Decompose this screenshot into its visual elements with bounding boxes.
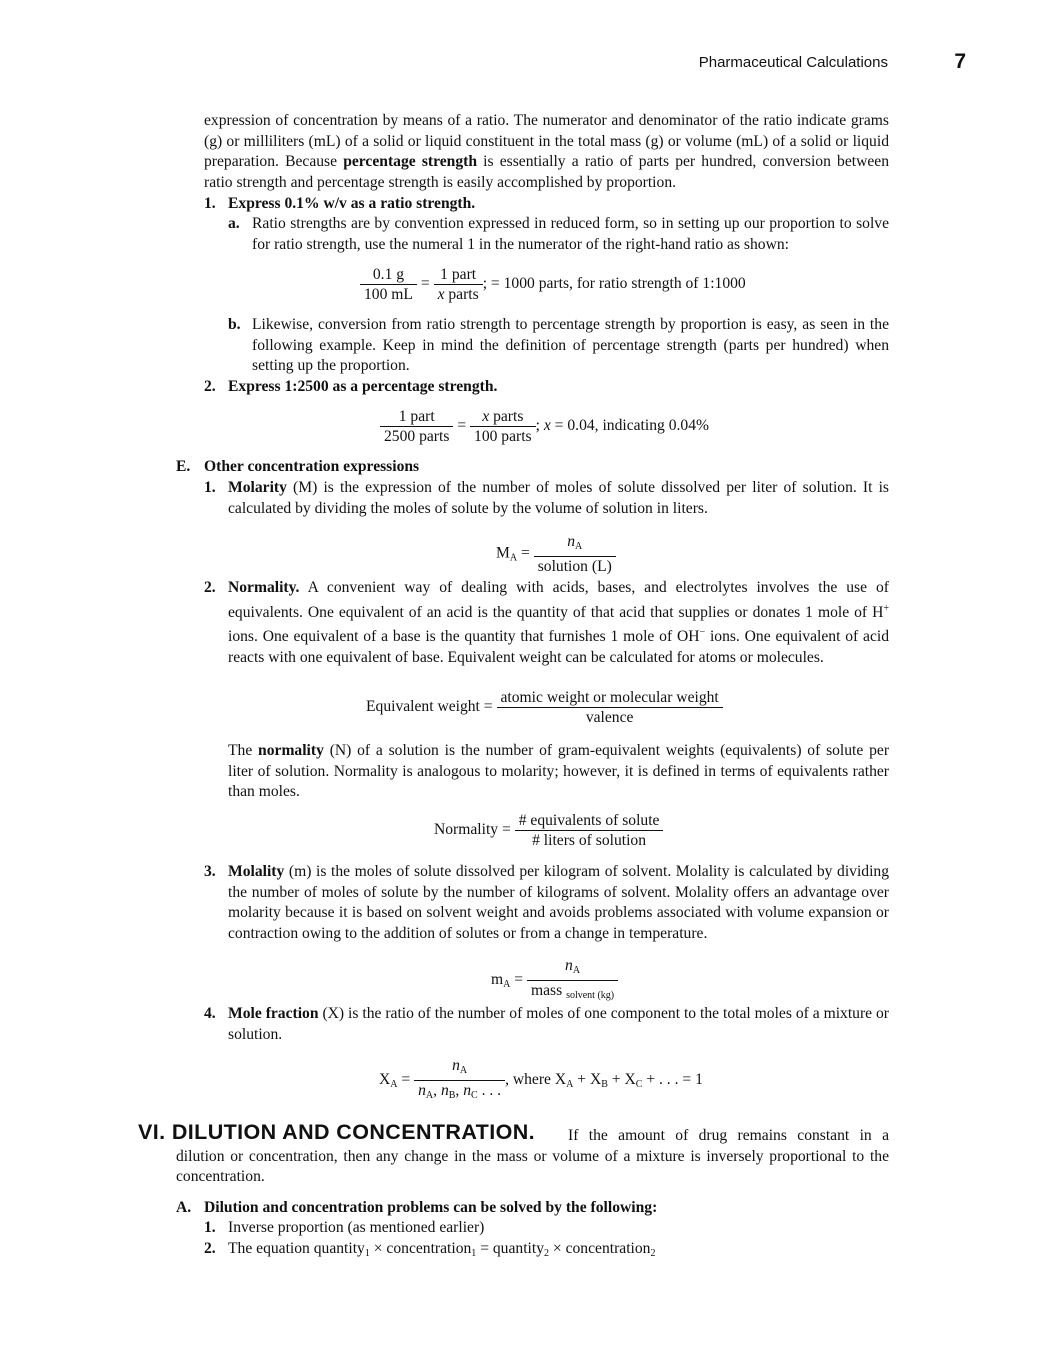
- item1b-text: Likewise, conversion from ratio strength to percentage strength by proportion is easy, as seen in the following example. Keep in mind the definition of percentage strength (parts per hundred) when setting up the proportion.: [252, 316, 889, 375]
- normality-pre: The: [228, 742, 253, 759]
- intro-end: is essentially a ratio of parts per hundred, conversion between ratio strength and percentage strength is easily accomplished by proportion.: [204, 153, 890, 191]
- equation-equivalent-weight: [366, 688, 723, 727]
- eq7-tail: , where X: [505, 1071, 567, 1089]
- section-vi-heading: VI. DILUTION AND CONCENTRATION.: [138, 1120, 535, 1144]
- eq3-fraction: [534, 532, 616, 576]
- equation-molarity: [496, 532, 616, 576]
- eq7-num-sub: A: [459, 1065, 468, 1076]
- eq7-den-a-sub: A: [425, 1090, 434, 1101]
- eq4-fraction: [497, 688, 723, 727]
- item2-number: 2.: [204, 378, 216, 395]
- e4-number: 4.: [204, 1005, 216, 1022]
- eq7-den-b-sub: B: [448, 1090, 456, 1101]
- eq2-num-left: 1 part: [398, 408, 435, 425]
- eq2-num-right: [470, 407, 536, 426]
- e3-text: (m) is the moles of solute dissolved per kilogram of solvent. Molality is calculated by dividing the number of moles of solute by the number of kilograms of solvent. Molality offers an advantage over molarity because it is based on solvent weight and avoids problems associated with volume expansion or contraction owing to the addition of solutes or from a change in temperature.: [228, 863, 889, 942]
- eq3-num-var: n: [567, 533, 576, 550]
- eq7-t-c: C: [635, 1079, 643, 1091]
- intro-text: expression of concentration by means of a ratio. The numerator and denominator of the ratio indicate grams (g) or milliliters (mL) of a solid or liquid constituent in the total mass (g) or volume (mL) of a solid or liquid preparation. Because: [204, 112, 889, 171]
- eq1-num-left: 0.1 g: [372, 266, 405, 283]
- intro-bold: percentage strength: [343, 153, 477, 171]
- eq1-den-var: x: [437, 286, 445, 303]
- e2-text3: ions. One equivalent of acid reacts with one equivalent of base. Equivalent weight can be calculated for atoms or molecules.: [228, 628, 889, 666]
- eq6-lhs-sub: A: [503, 979, 511, 991]
- a1-text: Inverse proportion (as mentioned earlier): [228, 1219, 485, 1236]
- e1-term: Molarity: [228, 479, 287, 496]
- equation-ratio-strength: [360, 265, 746, 304]
- section-a-label: A.: [176, 1199, 192, 1216]
- e1-text: (M) is the expression of the number of moles of solute dissolved per liter of solution. It is calculated by dividing the moles of solute by the volume of solution in liters.: [228, 479, 889, 517]
- eq6-den-sub: solvent (kg): [566, 990, 615, 1001]
- eq7-den-c: n: [463, 1082, 471, 1099]
- eq1-den-rest: parts: [444, 286, 479, 303]
- eq7-num-var: n: [452, 1057, 460, 1074]
- a2-mid1: × concentration: [369, 1240, 472, 1257]
- e4-text: (X) is the ratio of the number of moles of one component to the total moles of a mixture or solution.: [228, 1005, 890, 1043]
- eq3-lhs-sub: A: [509, 552, 518, 564]
- e2-text: A convenient way of dealing with acids, bases, and electrolytes involves the use of equivalents. One equivalent of an acid is the quantity of that acid that supplies or donates 1 mole of H: [228, 579, 889, 621]
- item1b-label: b.: [228, 316, 241, 333]
- eq2-fraction-left: [380, 407, 453, 446]
- eq2-fraction-right: [470, 407, 536, 446]
- eq3-equals: =: [521, 544, 530, 562]
- a2-mid3: × concentration: [549, 1240, 651, 1257]
- e1-number: 1.: [204, 479, 216, 496]
- eq1-den-left: 100 mL: [360, 284, 417, 304]
- section-e-label: E.: [176, 458, 191, 475]
- eq7-lhs-sub: A: [390, 1079, 398, 1091]
- eq7-fraction: [414, 1056, 505, 1105]
- eq3-lhs: M: [496, 544, 510, 562]
- eq7-t-a: A: [566, 1079, 574, 1091]
- a2-sub1: 1: [364, 1248, 370, 1259]
- a2-mid2: = quantity: [476, 1240, 544, 1257]
- eq7-t-plus1: + X: [573, 1071, 602, 1089]
- e2-paragraph: [228, 578, 889, 668]
- eq4-den: valence: [497, 707, 723, 727]
- item1-number: 1.: [204, 195, 216, 212]
- a2-text: [228, 1239, 655, 1265]
- eq3-num-sub: A: [575, 541, 583, 552]
- normality-text: (N) of a solution is the number of gram-equivalent weights (equivalents) of solute per liter of solution. Normality is analogous to molarity; however, it is defined in terms of equivalents rather than moles.: [228, 742, 890, 801]
- e2-sup-minus: −: [699, 627, 706, 639]
- item1a-label: a.: [228, 215, 240, 232]
- a1-number: 1.: [204, 1219, 216, 1236]
- eq6-num-sub: A: [572, 965, 581, 976]
- eq2-num-rest: parts: [489, 408, 524, 425]
- eq1-fraction-right: [434, 265, 483, 304]
- eq2-den-left: 2500 parts: [380, 426, 453, 446]
- e2-term: Normality.: [228, 579, 300, 596]
- a2-sub3: 2: [544, 1248, 549, 1259]
- eq2-tail: = 0.04, indicating 0.04%: [550, 417, 709, 435]
- normality-paragraph: [228, 741, 889, 803]
- e2-number: 2.: [204, 579, 216, 596]
- eq1-fraction-left: [360, 265, 417, 304]
- eq1-num-right: 1 part: [440, 266, 477, 283]
- eq7-den-b: n: [440, 1082, 449, 1099]
- equation-normality: [434, 811, 663, 850]
- e2-text2: ions. One equivalent of a base is the quantity that furnishes 1 mole of OH: [228, 628, 700, 646]
- eq2-den-right: 100 parts: [470, 426, 536, 446]
- e3-term: Molality: [228, 863, 285, 880]
- eq5-lhs: Normality =: [434, 821, 511, 839]
- a2-pre: The equation quantity: [228, 1240, 365, 1257]
- e4-term: Mole fraction: [228, 1005, 319, 1022]
- a2-sub4: 2: [650, 1248, 656, 1259]
- section-e-title: Other concentration expressions: [204, 458, 420, 475]
- eq2-equals: =: [457, 417, 467, 435]
- normality-term: normality: [258, 742, 324, 759]
- eq1-tail: ; = 1000 parts, for ratio strength of 1:1000: [482, 275, 746, 293]
- eq6-fraction: [527, 956, 618, 1005]
- eq7-t-end: + . . . = 1: [642, 1071, 703, 1089]
- eq1-den-right: [434, 284, 483, 304]
- eq7-den: $n_A$, $n_B$, $n_C$ . . .: [414, 1080, 505, 1105]
- eq7-den-a: n: [418, 1082, 426, 1099]
- eq7-equals: =: [401, 1071, 411, 1089]
- equation-mole-fraction: [379, 1056, 703, 1105]
- running-header-title: Pharmaceutical Calculations: [698, 54, 888, 71]
- eq2-tail-var: x: [543, 417, 551, 435]
- intro-paragraph: [204, 111, 889, 193]
- page-number: 7: [954, 50, 966, 73]
- eq7-num: [414, 1056, 505, 1080]
- eq6-den-main: mass: [530, 982, 563, 999]
- eq1-equals: =: [420, 275, 430, 293]
- e3-number: 3.: [204, 863, 216, 880]
- eq6-den: [527, 980, 618, 1005]
- equation-percentage-strength: $\frac{\text{1 part}}{\text{2500 parts}}$ = $\frac{\text{x parts}}{\text{100 parts}}$ ; x = 0.04, indicating 0.04%: [380, 407, 709, 446]
- eq7-t-plus2: + X: [607, 1071, 636, 1089]
- eq5-fraction: [515, 811, 664, 850]
- eq6-num: [527, 956, 618, 980]
- eq6-equals: =: [514, 971, 524, 989]
- e3-paragraph: [228, 862, 889, 944]
- eq3-den: solution (L): [534, 556, 616, 576]
- eq4-num: atomic weight or molecular weight: [500, 689, 719, 706]
- eq6-num-var: n: [565, 957, 573, 974]
- item1-heading: Express 0.1% w/v as a ratio strength.: [228, 195, 476, 212]
- eq3-num: [534, 532, 616, 556]
- section-vi-text: If the amount of drug remains constant in a dilution or concentration, then any change in the mass or volume of a mixture is inversely proportional to the concentration.: [176, 1127, 889, 1186]
- equation-molality: [491, 956, 618, 1005]
- a2-number: 2.: [204, 1240, 216, 1257]
- eq7-den-c-sub: C: [471, 1090, 478, 1101]
- eq4-lhs: Equivalent weight =: [366, 698, 493, 716]
- a2-sub2: 1: [471, 1248, 477, 1259]
- e2-sup-plus: +: [883, 602, 889, 614]
- eq7-den-tail: . . .: [477, 1082, 502, 1099]
- eq7-lhs: X: [379, 1071, 391, 1089]
- e4-paragraph: [228, 1004, 889, 1045]
- section-a-title: Dilution and concentration problems can be solved by the following:: [204, 1199, 658, 1216]
- eq2-num-var: x: [482, 408, 490, 425]
- eq7-t-b: B: [601, 1079, 608, 1091]
- eq5-den: # liters of solution: [515, 830, 664, 850]
- e1-paragraph: [228, 478, 889, 519]
- item2-heading: Express 1:2500 as a percentage strength.: [228, 378, 498, 395]
- item1a-text: Ratio strengths are by convention expressed in reduced form, so in setting up our proportion to solve for ratio strength, use the numeral 1 in the numerator of the right-hand ratio as shown:: [252, 215, 889, 253]
- eq6-lhs: m: [491, 971, 504, 989]
- eq5-num: # equivalents of solute: [518, 812, 660, 829]
